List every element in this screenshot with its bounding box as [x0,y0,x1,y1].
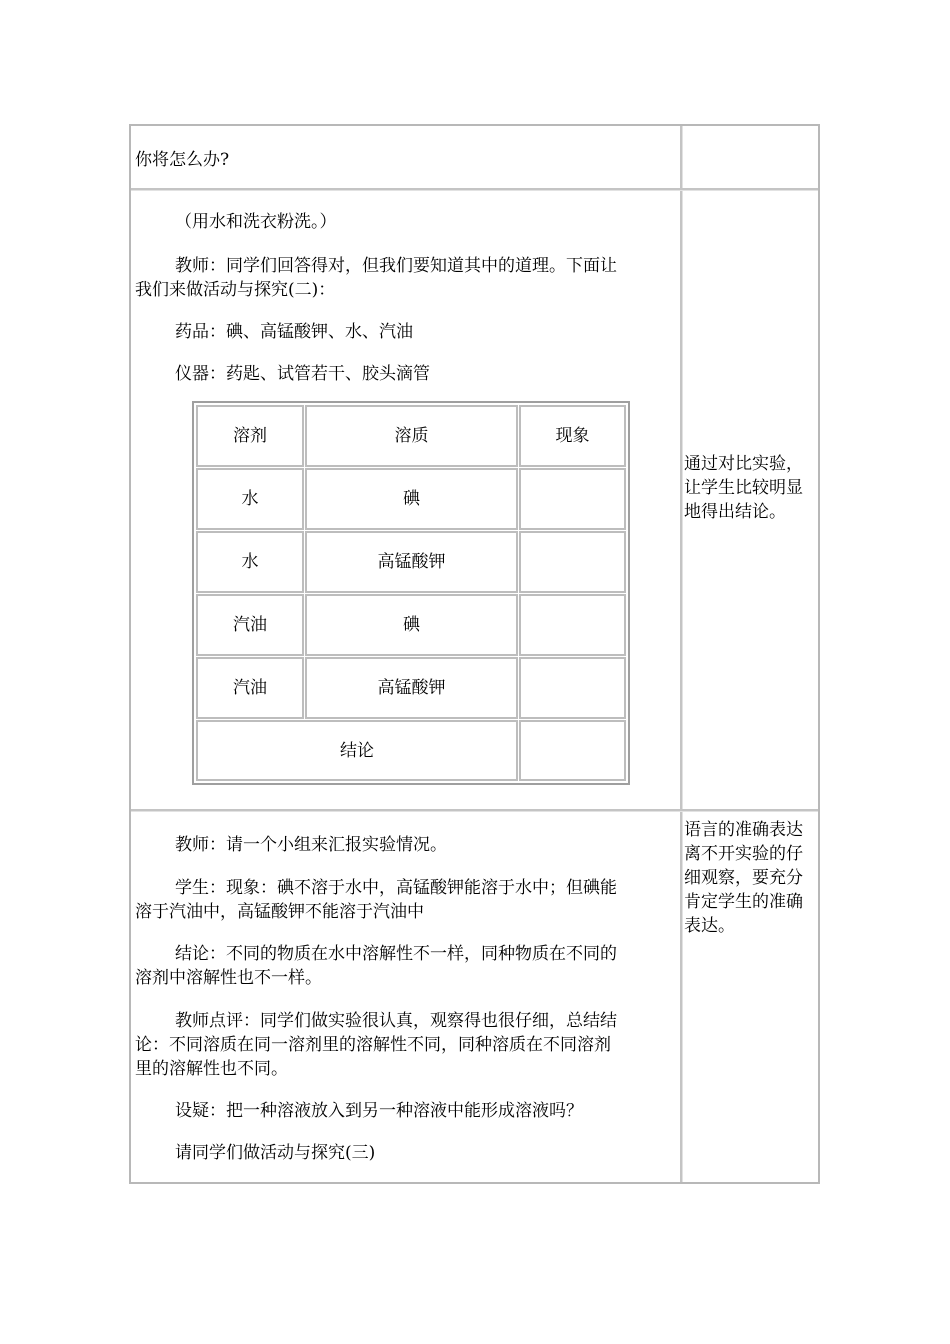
table-row-2-solute: 高锰酸钾 [305,531,518,593]
question-setup-paragraph: 设疑：把一种溶液放入到另一种溶液中能形成溶液吗？ [175,1101,583,1121]
student-paragraph-line1: 学生：现象：碘不溶于水中，高锰酸钾能溶于水中；但碘能 [175,878,617,898]
teacher-paragraph-line1: 教师：同学们回答得对，但我们要知道其中的道理。下面让 [175,256,617,276]
table-row-4-solute: 高锰酸钾 [305,657,518,719]
note-line: 离不开实验的仔 [684,844,803,864]
teacher-comment-line1: 教师点评：同学们做实验很认真，观察得也很仔细，总结结 [175,1011,617,1031]
note-line: 通过对比实验， [684,454,803,474]
table-row-1-solvent: 水 [196,468,304,530]
teacher-request-paragraph: 教师：请一个小组来汇报实验情况。 [175,835,447,855]
note-line: 细观察，要充分 [684,868,803,888]
row3-note [684,818,817,938]
table-row-4-solvent: 汽油 [196,657,304,719]
reagents-paragraph: 药品：碘、高锰酸钾、水、汽油 [175,322,413,342]
conclusion-paragraph-line2: 溶剂中溶解性也不一样。 [135,968,322,988]
header-solute: 溶质 [305,405,518,467]
note-line: 地得出结论。 [684,502,786,522]
table-row-1-solute: 碘 [305,468,518,530]
note-line: 让学生比较明显 [684,478,803,498]
note-line: 语言的准确表达 [684,820,803,840]
note-line: 表达。 [684,916,735,936]
table-row-3-solvent: 汽油 [196,594,304,656]
teacher-comment-line2: 论：不同溶质在同一溶剂里的溶解性不同，同种溶质在不同溶剂 [135,1035,611,1055]
student-paragraph-line2: 溶于汽油中，高锰酸钾不能溶于汽油中 [135,902,424,922]
conclusion-paragraph-line1: 结论：不同的物质在水中溶解性不一样，同种物质在不同的 [175,944,617,964]
row2-note [684,452,817,524]
row3-left-cell [135,126,680,1182]
note-line: 肯定学生的准确 [684,892,803,912]
instruments-paragraph: 仪器：药匙、试管若干、胶头滴管 [175,364,430,384]
header-phenomenon: 现象 [519,405,626,467]
conclusion-label: 结论 [196,720,518,781]
table-row-3-solute: 碘 [305,594,518,656]
question-text: 你将怎么办? [135,150,230,170]
teacher-comment-line3: 里的溶解性也不同。 [135,1059,288,1079]
teacher-paragraph-line2: 我们来做活动与探究(二)： [135,280,336,300]
next-activity-paragraph: 请同学们做活动与探究(三) [175,1143,376,1163]
column-divider [680,126,683,1182]
answer-paragraph: （用水和洗衣粉洗。） [175,212,337,232]
lesson-plan-table [129,124,820,1184]
header-solvent: 溶剂 [196,405,304,467]
table-row-2-solvent: 水 [196,531,304,593]
